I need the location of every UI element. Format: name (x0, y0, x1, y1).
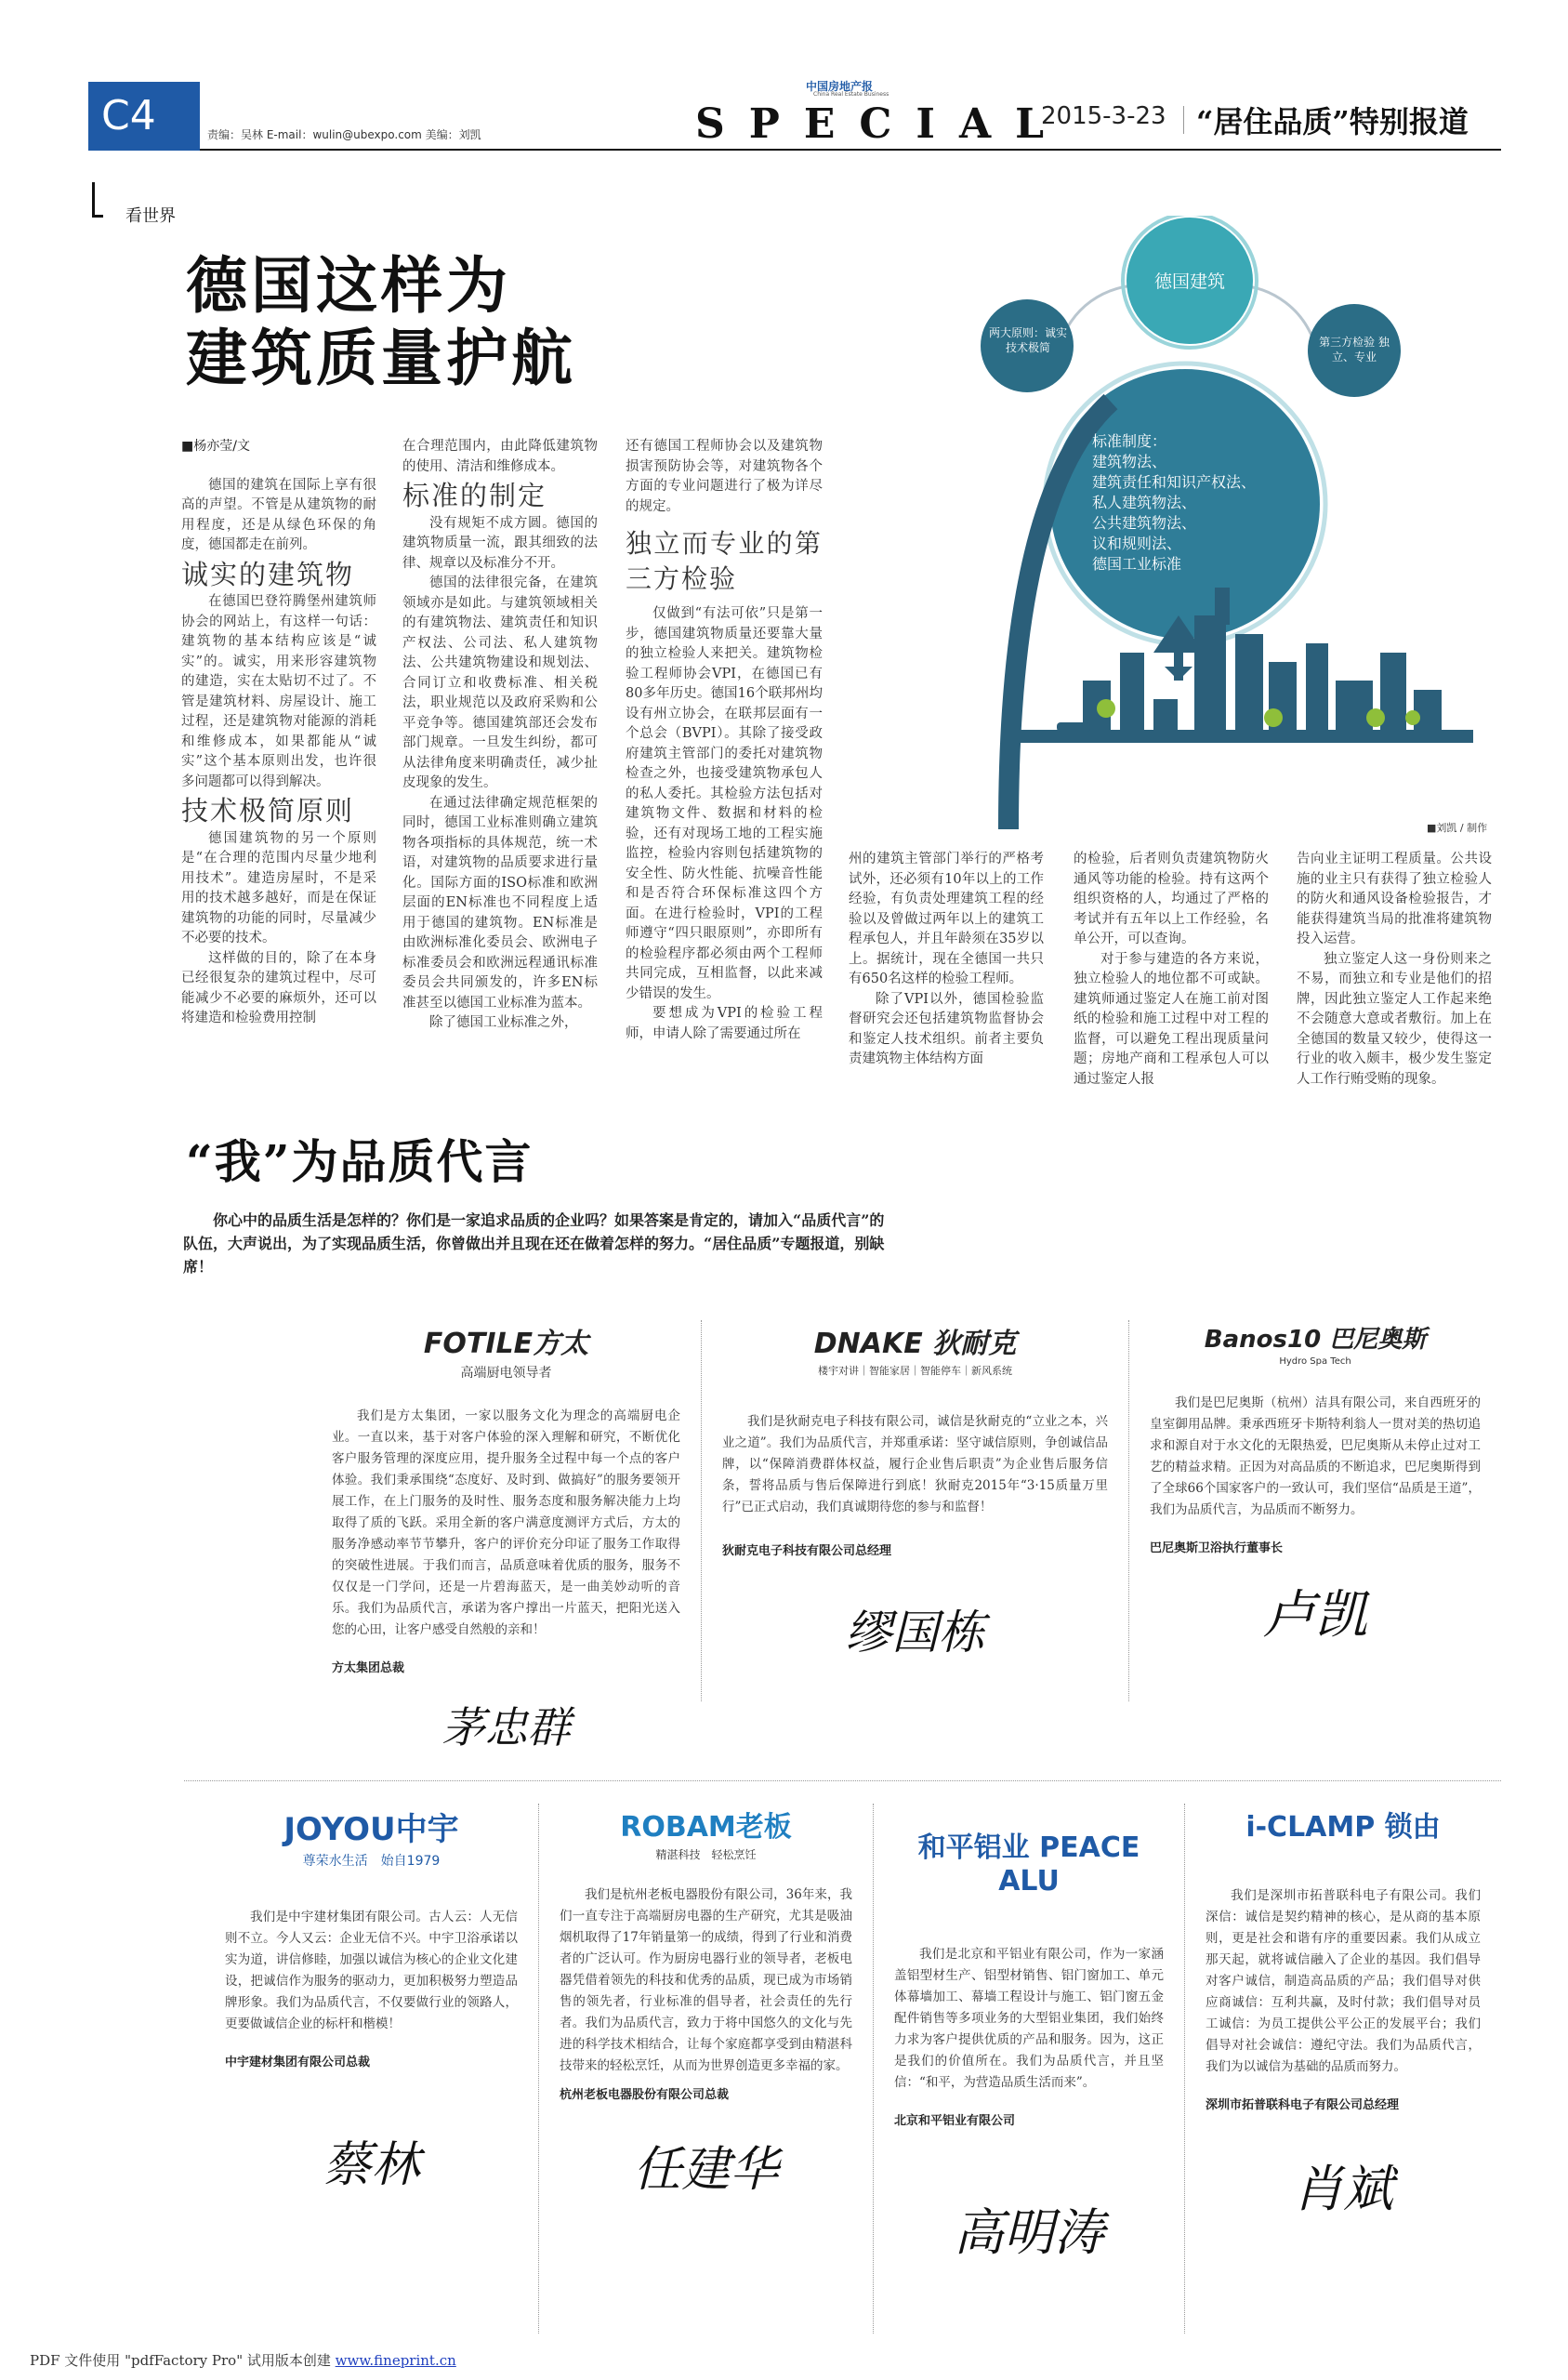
brand-panel-banos (1129, 1320, 1501, 1701)
brand-panel-dnake (702, 1320, 1129, 1701)
section-heading: 标准的制定 (402, 480, 547, 511)
signature: 缪国栋 (845, 1606, 985, 1659)
column-tag-label: 看世界 (125, 206, 176, 226)
paragraph: 还有德国工程师协会以及建筑物损害预防协会等，对建筑物各个方面的专业问题进行了极为详尽的规定。 (626, 439, 823, 514)
article-title-line1: 德国这样为 (186, 249, 511, 322)
editor-credits: 责编：吴林 E-mail：wulin@ubexpo.com 美编：刘凯 (207, 128, 481, 141)
brand-statement: 我们是中宇建材集团有限公司。古人云：人无信则不立。今人又云：企业无信不兴。中宇卫浴承诺以实为道，讲信修睦，加强以诚信为核心的企业文化建设，把诚信作为服务的驱动力，更加积极努力塑造品牌形象。我们为品质代言，不仅要做行业的领路人，更要做诚信企业的标杆和楷模！ (225, 1910, 518, 2031)
header-rule (200, 149, 1501, 151)
infographic-main-line: 议和规则法、 (1092, 535, 1182, 552)
paragraph: 没有规矩不成方圆。德国的建筑物质量一流，跟其细致的法律、规章以及标准分不开。 (402, 515, 598, 571)
car-icon (1057, 722, 1090, 732)
brand-statement: 我们是方太集团，一家以服务文化为理念的高端厨电企业。一直以来，基于对客户体验的深入理解和研究，不断优化客户服务管理的深度应用，提升服务全过程中每一个点的客户体验。我们秉承围绕“态度好、及时到、做搞好”的服务要领开展工作，在上门服务的及时性、服务态度和服务解决能力上均取得了质的飞跃。采用全新的客户满意度测评方式后，方太的服务净感动率节节攀升，客户的评价充分印证了服务工作取得的突破性进展。于我们而言，品质意味着优质的服务，服务不仅仅是一门学问，还是一片碧海蓝天，是一曲美妙动听的音乐。我们为品质代言，承诺为客户撑出一片蓝天，把阳光送入您的心田，让客户感受自然般的亲和！ (332, 1408, 680, 1637)
signature: 高明涛 (954, 2203, 1104, 2262)
signer-title: 杭州老板电器股份有限公司总裁 (560, 2088, 730, 2102)
signature: 任建华 (633, 2142, 779, 2198)
signer-title: 狄耐克电子科技有限公司总经理 (722, 1544, 892, 1558)
signature: 茅忠群 (441, 1702, 571, 1752)
infographic-main-line: 建筑物法、 (1092, 453, 1167, 470)
infographic-main-text (1092, 431, 1278, 575)
brand-tagline: Hydro Spa Tech (1279, 1356, 1351, 1367)
issue-date: 2015-3-23 (1041, 102, 1166, 130)
row-divider (184, 1780, 1501, 1781)
paragraph: 对于参与建造的各方来说，独立检验人的地位都不可或缺。建筑师通过鉴定人在施工前对图纸的检验和施工过程中对工程的监督，可以避免工程出现质量问题；房地产商和工程承包人可以通过鉴定人报 (1074, 951, 1269, 1087)
brand-logo: 和平铝业 PEACE ALU (917, 1831, 1140, 1897)
article-column-1 (181, 437, 376, 1029)
brand-panel-robam (539, 1804, 874, 2334)
paragraph: 州的建筑主管部门举行的严格考试外，还必须有10年以上的工作经验，有负责处理建筑工程的经验以及曾做过两年以上的建筑工程承包人，并且年龄须在35岁以上。据统计，现在全德国一共只有650名这样的检验工程师。 (849, 852, 1044, 986)
paragraph: 的检验，后者则负责建筑物防火通风等功能的检验。持有这两个组织资格的人，均通过了严格的考试并有五年以上工作经验，名单公开，可以查询。 (1074, 852, 1269, 946)
infographic-credit: ■刘凯 / 制作 (1427, 822, 1488, 834)
signer-title: 深圳市拓普联科电子有限公司总经理 (1206, 2098, 1400, 2112)
infographic-main-line: 德国工业标准 (1092, 555, 1182, 573)
paragraph: 独立鉴定人这一身份则来之不易，而独立和专业是他们的招牌，因此独立鉴定人工作起来绝不会随意大意或者敷衍。加上在全德国的数量又较少，使得这一行业的收入颇丰，极少发生鉴定人工作行贿受贿的现象。 (1297, 951, 1492, 1087)
paper-name-en: China Real Estate Business (813, 91, 889, 98)
signature: 蔡林 (323, 2137, 420, 2193)
brand-panel-iclamp (1185, 1804, 1501, 2334)
section-name: SPECIAL (695, 100, 1069, 148)
article-title-line2: 建筑质量护航 (186, 322, 576, 394)
signature: 肖斌 (1293, 2160, 1393, 2218)
infographic-right-label: 第三方检验 独立、专业 (1319, 336, 1390, 364)
quality-title: “我”为品质代言 (186, 1134, 534, 1189)
brand-logo: Banos10 巴尼奥斯 (1204, 1326, 1427, 1354)
column-tag-bracket (92, 182, 103, 218)
signer-title: 北京和平铝业有限公司 (894, 2114, 1016, 2128)
brand-tagline: 精湛科技 轻松烹饪 (655, 1848, 757, 1861)
infographic-main-line: 私人建筑物法、 (1092, 494, 1197, 511)
brand-statement: 我们是深圳市拓普联科电子有限公司。我们深信：诚信是契约精神的核心，是从商的基本原则，更是社会和谐有序的重要因素。我们从成立那天起，就将诚信融入了企业的基因。我们倡导对客户诚信，制造高品质的产品；我们倡导对供应商诚信：互利共赢，及时付款；我们倡导对员工诚信：为员工提供公平公正的发展平台；我们倡导对社会诚信：遵纪守法。我们为品质代言，我们为以诚信为基础的品质而努力。 (1206, 1888, 1481, 2074)
brand-logo: i-CLAMP 锁由 (1245, 1811, 1441, 1844)
signer-title: 中宇建材集团有限公司总裁 (225, 2056, 371, 2069)
quality-intro: 你心中的品质生活是怎样的？你们是一家追求品质的企业吗？如果答案是肯定的，请加入“品质代言”的队伍，大声说出，为了实现品质生活，你曾做出并且现在还在做着怎样的努力。“居住品质”专题报道，别缺席！ (183, 1211, 885, 1276)
brand-tagline: 楼宇对讲｜智能家居｜智能停车｜新风系统 (818, 1365, 1012, 1377)
infographic-main-line: 公共建筑物法、 (1092, 514, 1197, 532)
paragraph: 德国建筑物的另一个原则是“在合理的范围内尽量少地利用技术”。建造房屋时，不是采用的技术越多越好，而是在保证建筑物的功能的同时，尽量减少不必要的技术。 (181, 830, 376, 945)
paragraph: 除了VPI以外，德国检验监督研究会还包括建筑物监督协会和鉴定人技术组织。前者主要负责建筑物主体结构方面 (849, 991, 1044, 1066)
paragraph: 要想成为VPI的检验工程师，申请人除了需要通过所在 (626, 1006, 823, 1041)
article-column-5 (1074, 850, 1269, 1090)
paragraph: 在合理范围内，由此降低建筑物的使用、清洁和维修成本。 (402, 439, 598, 474)
brand-panel-fotile (311, 1320, 702, 1752)
section-heading: 技术极简原则 (181, 795, 355, 826)
feature-title: “居住品质”特别报道 (1196, 104, 1469, 139)
brand-panel-peace-alu (874, 1804, 1185, 2334)
brand-statement: 我们是杭州老板电器股份有限公司，36年来，我们一直专注于高端厨房电器的生产研究，尤其是吸油烟机取得了17年销量第一的成绩，得到了行业和消费者的广泛认可。作为厨房电器行业的领导者，老板电器凭借着领先的科技和优秀的品质，现已成为市场销售的领先者，行业标准的倡导者，社会责任的先行者。我们为品质代言，致力于将中国悠久的文化与先进的科学技术相结合，让每个家庭都享受到由精湛科技带来的轻松烹饪，从而为世界创造更多幸福的家。 (560, 1887, 852, 2073)
section-heading: 独立而专业的第三方检验 (626, 528, 823, 594)
paragraph: 告向业主证明工程质量。公共设施的业主只有获得了独立检验人的防火和通风设备检验报告，才能获得建筑当局的批准将建筑物投入运营。 (1297, 852, 1492, 946)
footer-link[interactable]: www.fineprint.cn (335, 2352, 456, 2369)
paragraph: 这样做的目的，除了在本身已经很复杂的建筑过程中，尽可能减少不必要的麻烦外，还可以将建造和检验费用控制 (181, 950, 376, 1025)
brand-logo: ROBAM老板 (620, 1811, 792, 1844)
paragraph: 在德国巴登符腾堡州建筑师协会的网站上，有这样一句话：建筑物的基本结构应该是“诚实”的。诚实，用来形容建筑物的建造，实在太贴切不过了。不管是建筑材料、房屋设计、施工过程，还是建筑物对能源的消耗和维修成本，如果都能从“诚实”这个基本原则出发，也许很多问题都可以得到解决。 (181, 594, 376, 789)
signer-title: 方太集团总裁 (332, 1661, 405, 1675)
brand-tagline: 尊荣水生活 始自1979 (302, 1854, 441, 1869)
brand-panel-joyou (204, 1804, 539, 2334)
page-header (88, 82, 1501, 151)
brand-logo: FOTILE方太 (423, 1328, 589, 1360)
infographic-main-title: 标准制度： (1092, 432, 1167, 450)
infographic (971, 216, 1492, 834)
brand-tagline: 高端厨电领导者 (460, 1366, 552, 1381)
brand-statement: 我们是狄耐克电子科技有限公司，诚信是狄耐克的“立业之本，兴业之道”。我们为品质代言，并郑重承诺：坚守诚信原则，争创诚信品牌，以“保障消费群体权益，履行企业售后职责”为企业售后服务信条，誓将品质与售后保障进行到底！狄耐克2015年“3·15质量万里行”已正式启动，我们真诚期待您的参与和监督！ (722, 1414, 1108, 1514)
brand-logo: DNAKE 狄耐克 (813, 1328, 1017, 1360)
brand-logo: JOYOU中宇 (283, 1811, 459, 1848)
article-column-4 (849, 850, 1044, 1070)
signature: 卢凯 (1263, 1585, 1367, 1646)
paragraph: 在通过法律确定规范框架的同时，德国工业标准则确立建筑物各项指标的具体规范，统一术语，对建筑物的品质要求进行量化。国际方面的ISO标准和欧洲层面的EN标准也不同程度上适用于德国的建筑物。EN标准是由欧洲标准化委员会、欧洲电子标准委员会和欧洲远程通讯标准委员会共同颁发的，许多EN标准甚至以德国工业标准为蓝本。 (402, 795, 598, 1011)
header-divider (1183, 106, 1184, 134)
infographic-center-label: 德国建筑 (1153, 271, 1225, 292)
article-column-6 (1297, 850, 1492, 1090)
brand-statement: 我们是巴尼奥斯（杭州）洁具有限公司，来自西班牙的皇室御用品牌。秉承西班牙卡斯特利翁人一贯对美的热切追求和源自对于水文化的无限热爱，巴尼奥斯从未停止过对工艺的精益求精。正因为对高品质的不断追求，巴尼奥斯得到了全球66个国家客户的一致认可，我们坚信“品质是王道”，我们为品质代言，为品质而不断努力。 (1150, 1395, 1481, 1517)
article-title (186, 249, 576, 394)
footer-text: PDF 文件使用 "pdfFactory Pro" 试用版本创建 (30, 2352, 336, 2369)
paragraph: 德国的法律很完备，在建筑领域亦是如此。与建筑领域相关的有建筑物法、建筑责任和知识产权法、公司法、私人建筑物法、公共建筑物建设和规划法、合同订立和收费标准、相关税法，职业规范以及政府采购和公平竞争等。德国建筑部还会发布部门规章。一旦发生纠纷，都可从法律角度来明确责任，减少扯皮现象的发生。 (402, 575, 598, 790)
article-column-2 (402, 437, 598, 1034)
page-code: C4 (88, 82, 200, 151)
paragraph: 除了德国工业标准之外， (429, 1015, 578, 1030)
pdf-footer (30, 2350, 456, 2370)
infographic-left-label: 两大原则：诚实 技术极简 (988, 326, 1067, 354)
paragraph: 德国的建筑在国际上享有很高的声望。不管是从建筑物的耐用程度，还是从绿色环保的角度，德国都走在前列。 (181, 477, 376, 552)
signer-title: 巴尼奥斯卫浴执行董事长 (1150, 1541, 1284, 1555)
section-heading: 诚实的建筑物 (181, 558, 355, 590)
article-column-3 (626, 437, 823, 1044)
infographic-main-line: 建筑责任和知识产权法、 (1092, 473, 1257, 491)
byline: ■杨亦莹/文 (181, 439, 250, 454)
paper-name: 中国房地产报 (806, 80, 874, 93)
paragraph: 仅做到“有法可依”只是第一步，德国建筑物质量还要靠大量的独立检验人来把关。建筑物检验工程师协会VPI，在德国已有80多年历史。德国16个联邦州均设有州立协会，在联邦层面有一个总会（BVPI）。其除了接受政府建筑主管部门的委托对建筑物检查之外，也接受建筑物承包人的私人委托。其检验方法包括对建筑物文件、数据和材料的检验，还有对现场工地的工程实施监控，检验内容则包括建筑物的安全性、防火性能、抗噪音性能和是否符合环保标准这四个方面。在进行检验时，VPI的工程师遵守“四只眼原则”，亦即所有的检验程序都必须由两个工程师共同完成，互相监督，以此来减少错误的发生。 (626, 606, 823, 1001)
brand-statement: 我们是北京和平铝业有限公司，作为一家涵盖铝型材生产、铝型材销售、铝门窗加工、单元体幕墙加工、幕墙工程设计与施工、铝门窗五金配件销售等多项业务的大型铝业集团，我们始终力求为客户提供优质的产品和服务。因为，这正是我们的价值所在。我们为品质代言，并且坚信：“和平，为营造品质生活而来”。 (894, 1947, 1164, 2090)
